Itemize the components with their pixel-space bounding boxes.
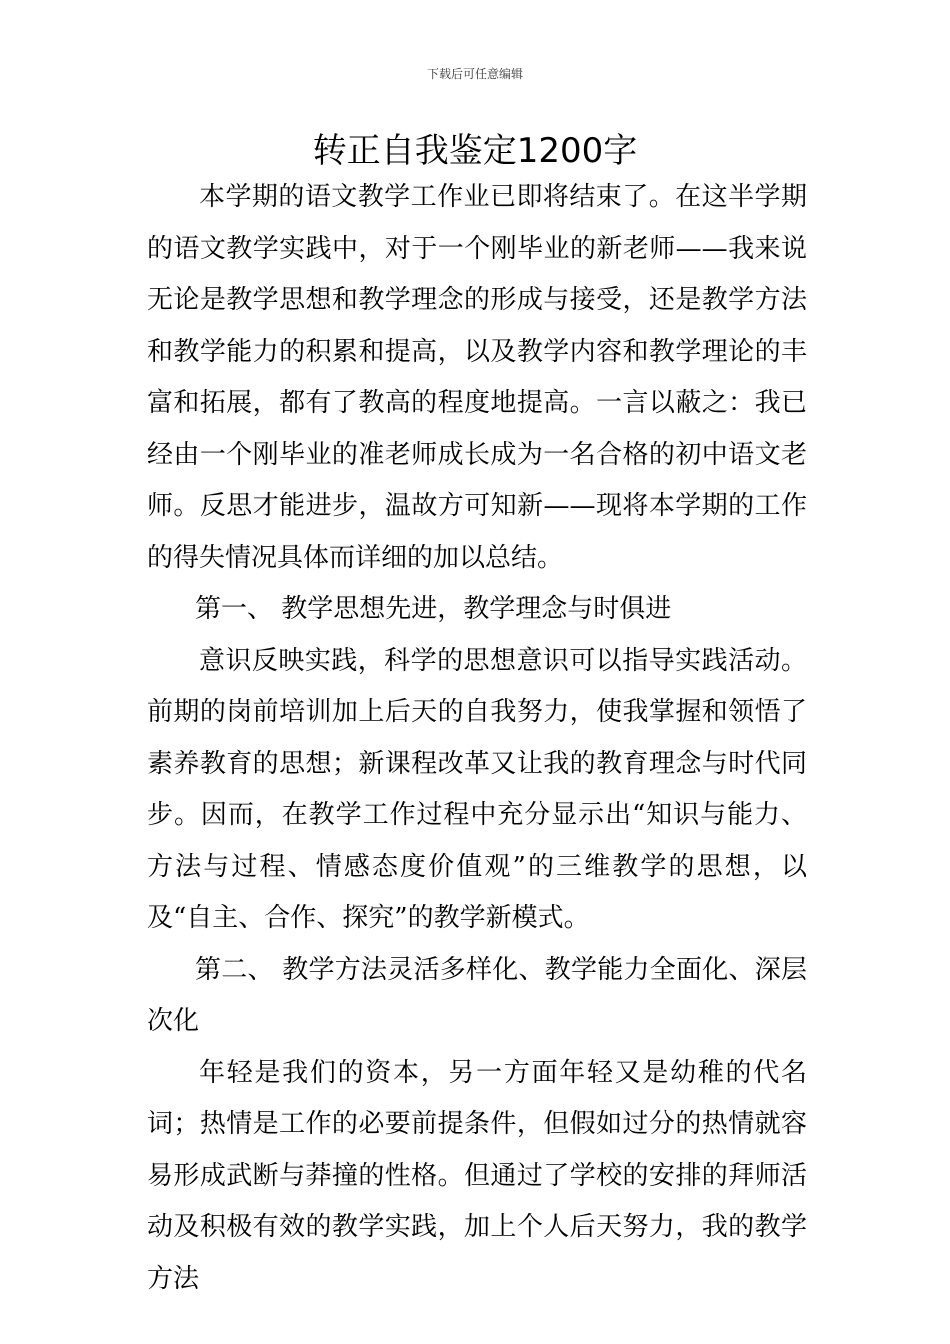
paragraph-intro: 本学期的语文教学工作业已即将结束了。在这半学期的语文教学实践中，对于一个刚毕业的新老师——我来说无论是教学思想和教学理念的形成与接受，还是教学方法和教学能力的积累和提高，以及教学内容和教学理论的丰富和拓展，都有了教高的程度地提高。一言以蔽之：我已经由一个刚毕业的准老师成长成为一名合格的初中语文老师。反思才能进步，温故方可知新——现将本学期的工作的得失情况具体而详细的加以总结。 (147, 182, 807, 573)
document-title: 转正自我鉴定1200字 (312, 131, 638, 171)
section-heading-1: 第一、 教学思想先进，教学理念与时俱进 (195, 594, 672, 624)
paragraph-section-1: 意识反映实践，科学的思想意识可以指导实践活动。前期的岗前培训加上后天的自我努力，使我掌握和领悟了素养教育的思想；新课程改革又让我的教育理念与时代同步。因而，在教学工作过程中充分显示出“知识与能力、方法与过程、情感态度价值观”的三维教学的思想，以及“自主、合作、探究”的教学新模式。 (147, 645, 807, 933)
document-body (147, 172, 807, 1305)
section-heading-2: 第二、 教学方法灵活多样化、教学能力全面化、深层次化 (147, 954, 807, 1036)
paragraph-section-2: 年轻是我们的资本，另一方面年轻又是幼稚的代名词；热情是工作的必要前提条件，但假如过分的热情就容易形成武断与莽撞的性格。但通过了学校的安排的拜师活动及积极有效的教学实践，加上个人后天努力，我的教学方法 (147, 1057, 807, 1294)
header-note: 下载后可任意编辑 (426, 67, 523, 81)
